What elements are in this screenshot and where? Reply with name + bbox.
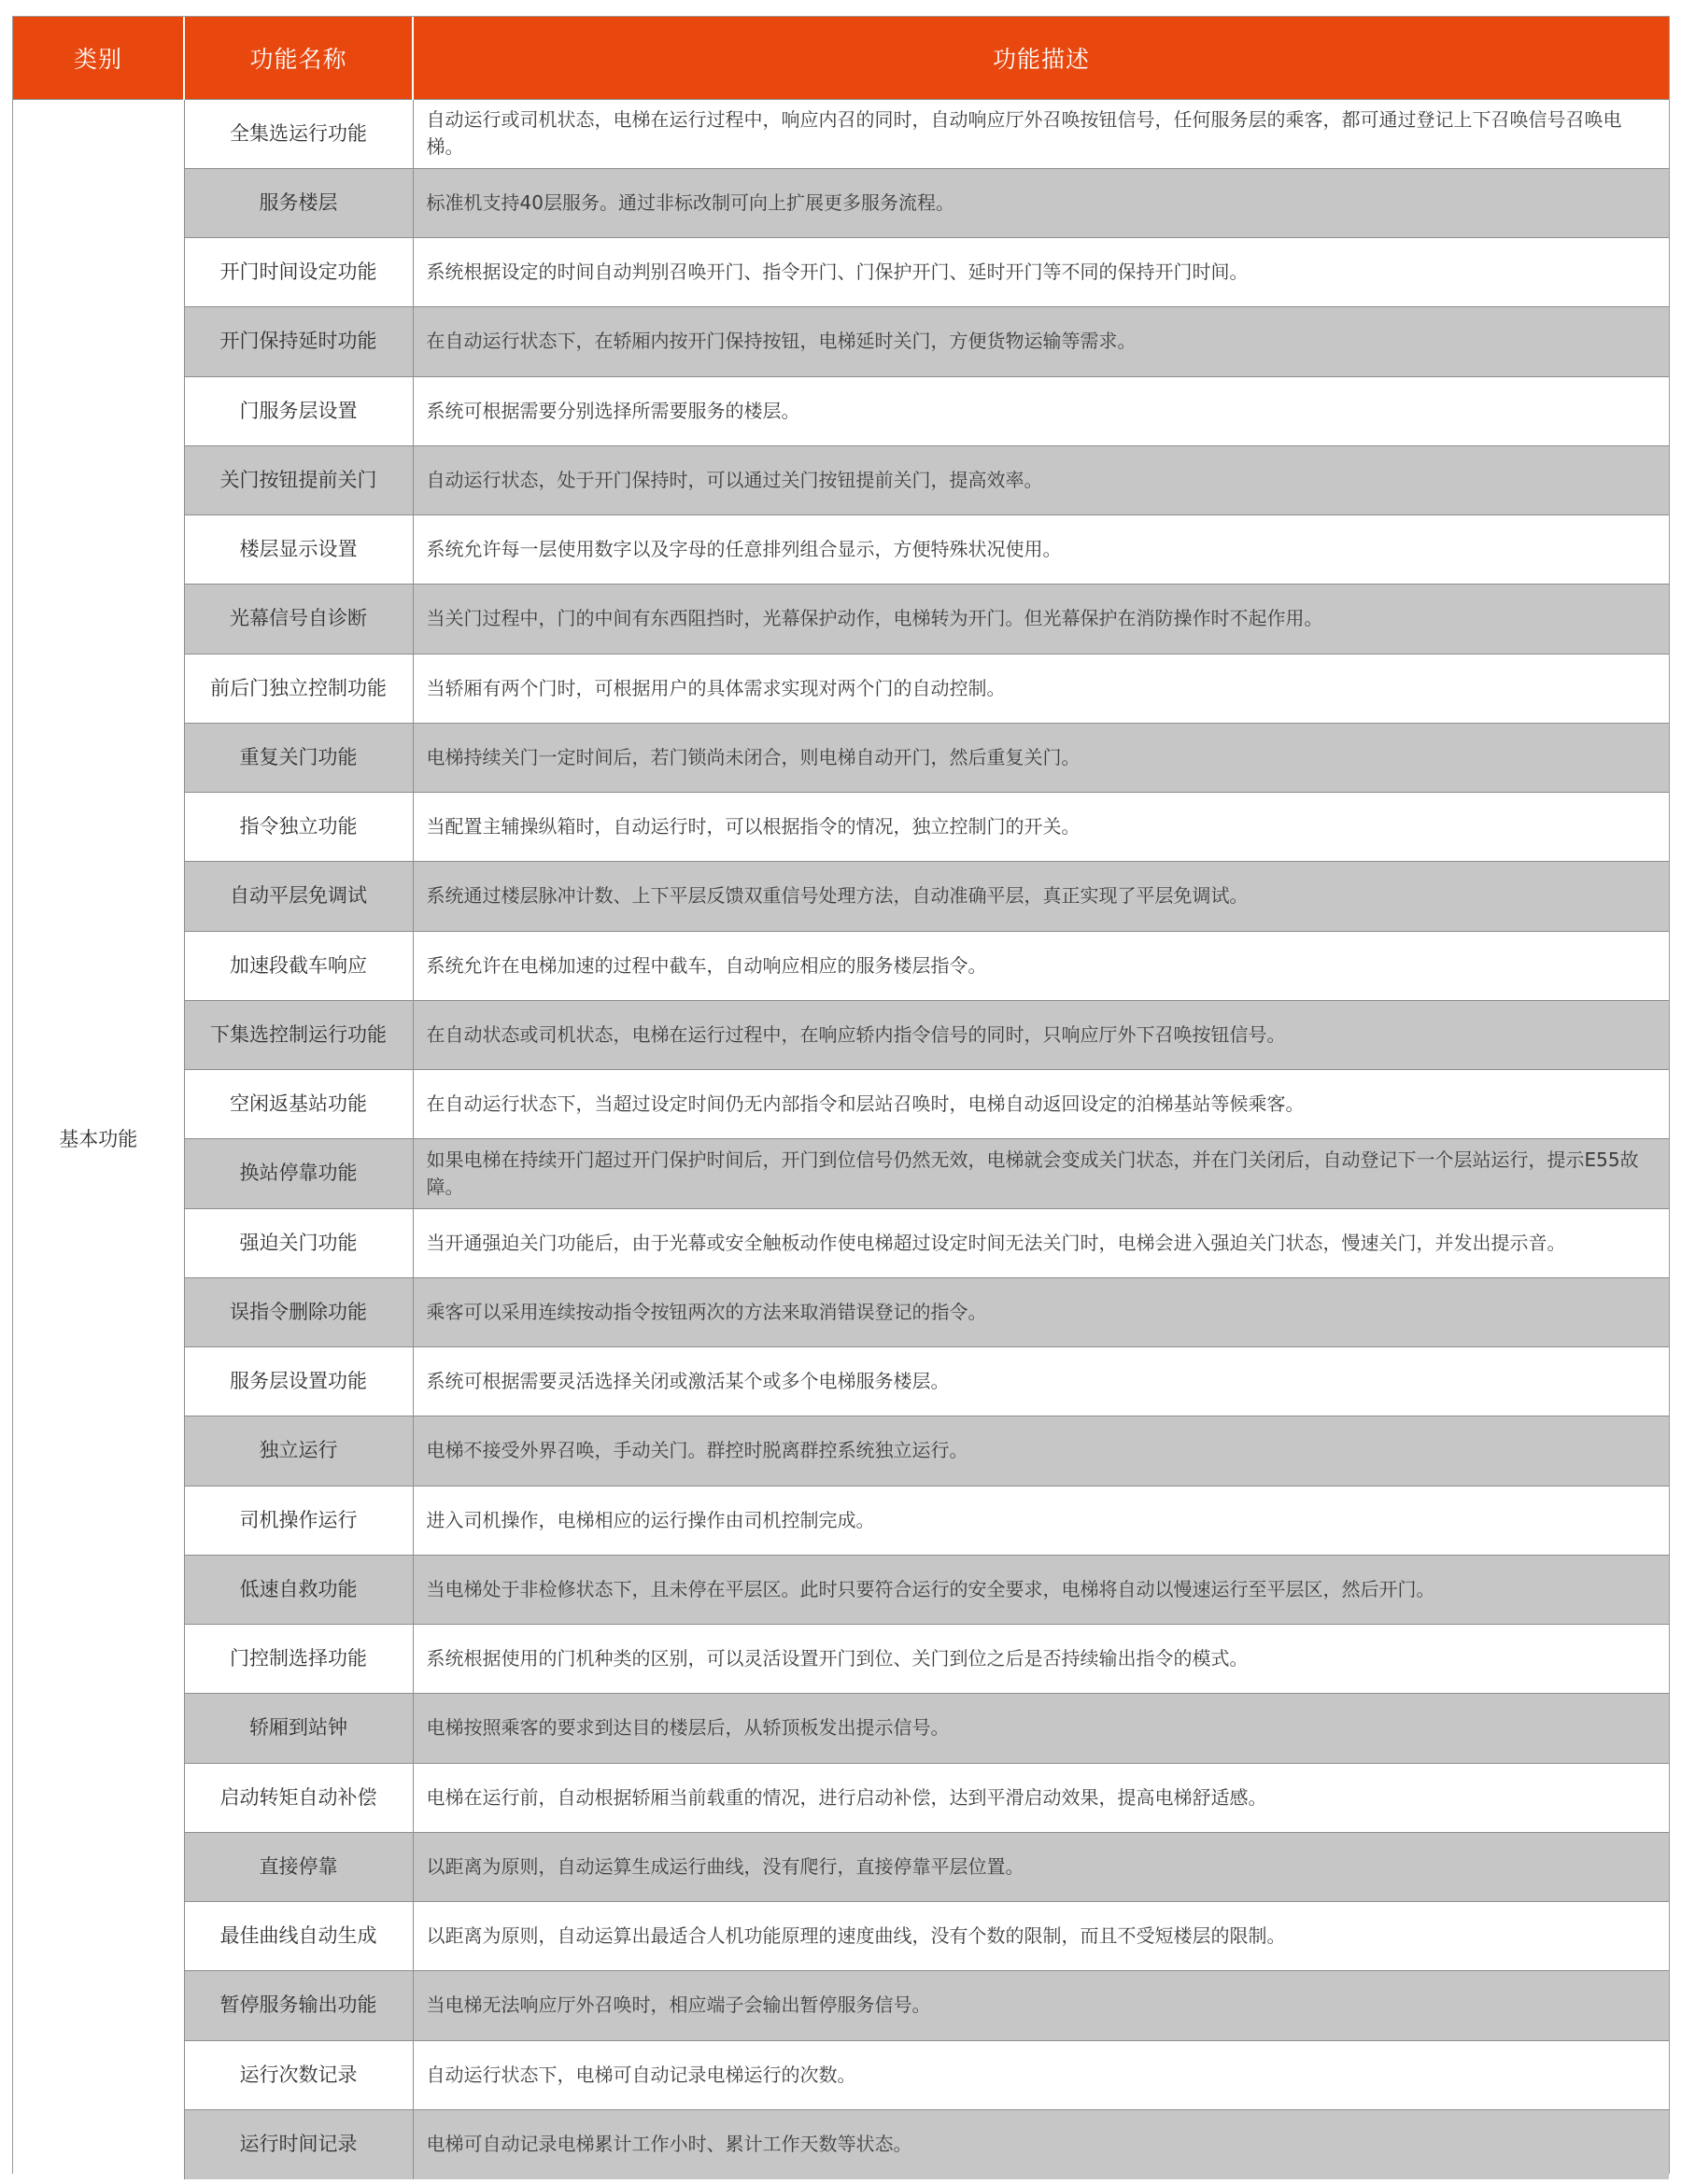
table-row (13, 2040, 1669, 2109)
function-name-cell: 运行时间记录 (184, 2109, 413, 2178)
table-body (13, 99, 1669, 2179)
function-description-cell: 电梯可自动记录电梯累计工作小时、累计工作天数等状态。 (413, 2109, 1669, 2178)
table-row (13, 1832, 1669, 1901)
function-name-cell: 司机操作运行 (184, 1486, 413, 1555)
function-description-cell: 在自动运行状态下，当超过设定时间仍无内部指令和层站召唤时，电梯自动返回设定的泊梯基站等候乘客。 (413, 1070, 1669, 1139)
function-description-cell: 在自动运行状态下，在轿厢内按开门保持按钮，电梯延时关门，方便货物运输等需求。 (413, 307, 1669, 376)
function-description-cell: 乘客可以采用连续按动指令按钮两次的方法来取消错误登记的指令。 (413, 1277, 1669, 1346)
function-description-cell: 当电梯无法响应厅外召唤时，相应端子会输出暂停服务信号。 (413, 1971, 1669, 2040)
header-category: 类别 (13, 17, 184, 99)
function-name-cell: 低速自救功能 (184, 1555, 413, 1624)
function-name-cell: 换站停靠功能 (184, 1139, 413, 1208)
table-row (13, 1000, 1669, 1069)
table-row (13, 1208, 1669, 1277)
table-row (13, 376, 1669, 445)
table-row (13, 99, 1669, 168)
function-description-cell: 自动运行状态，处于开门保持时，可以通过关门按钮提前关门，提高效率。 (413, 445, 1669, 514)
category-cell: 基本功能 (13, 99, 184, 2179)
function-name-cell: 全集选运行功能 (184, 99, 413, 168)
function-description-cell: 自动运行状态下，电梯可自动记录电梯运行的次数。 (413, 2040, 1669, 2109)
function-name-cell: 开门时间设定功能 (184, 238, 413, 307)
table-row (13, 654, 1669, 723)
table-row (13, 1347, 1669, 1416)
function-name-cell: 启动转矩自动补偿 (184, 1763, 413, 1832)
function-description-cell: 如果电梯在持续开门超过开门保护时间后，开门到位信号仍然无效，电梯就会变成关门状态，并在门关闭后，自动登记下一个层站运行，提示E55故障。 (413, 1139, 1669, 1208)
function-description-cell: 系统允许每一层使用数字以及字母的任意排列组合显示，方便特殊状况使用。 (413, 515, 1669, 585)
function-description-cell: 电梯不接受外界召唤，手动关门。群控时脱离群控系统独立运行。 (413, 1416, 1669, 1486)
function-description-cell: 系统通过楼层脉冲计数、上下平层反馈双重信号处理方法，自动准确平层，真正实现了平层免调试。 (413, 862, 1669, 931)
function-description-cell: 当轿厢有两个门时，可根据用户的具体需求实现对两个门的自动控制。 (413, 654, 1669, 723)
table-row (13, 723, 1669, 792)
function-name-cell: 门服务层设置 (184, 376, 413, 445)
function-name-cell: 轿厢到站钟 (184, 1694, 413, 1763)
function-name-cell: 门控制选择功能 (184, 1625, 413, 1694)
function-description-cell: 当开通强迫关门功能后，由于光幕或安全触板动作使电梯超过设定时间无法关门时，电梯会进入强迫关门状态，慢速关门，并发出提示音。 (413, 1208, 1669, 1277)
function-name-cell: 自动平层免调试 (184, 862, 413, 931)
feature-table (13, 17, 1669, 2179)
function-description-cell: 系统可根据需要灵活选择关闭或激活某个或多个电梯服务楼层。 (413, 1347, 1669, 1416)
table-row (13, 1971, 1669, 2040)
table-row (13, 2109, 1669, 2178)
function-description-cell: 系统允许在电梯加速的过程中截车，自动响应相应的服务楼层指令。 (413, 931, 1669, 1000)
function-name-cell: 暂停服务输出功能 (184, 1971, 413, 2040)
function-description-cell: 电梯持续关门一定时间后，若门锁尚未闭合，则电梯自动开门，然后重复关门。 (413, 723, 1669, 792)
table-row (13, 307, 1669, 376)
function-name-cell: 关门按钮提前关门 (184, 445, 413, 514)
table-row (13, 445, 1669, 514)
function-name-cell: 开门保持延时功能 (184, 307, 413, 376)
table-row (13, 931, 1669, 1000)
function-name-cell: 重复关门功能 (184, 723, 413, 792)
table-row (13, 1070, 1669, 1139)
function-name-cell: 独立运行 (184, 1416, 413, 1486)
table-row (13, 168, 1669, 237)
function-description-cell: 电梯在运行前，自动根据轿厢当前载重的情况，进行启动补偿，达到平滑启动效果，提高电梯舒适感。 (413, 1763, 1669, 1832)
function-name-cell: 强迫关门功能 (184, 1208, 413, 1277)
function-name-cell: 指令独立功能 (184, 793, 413, 862)
function-name-cell: 楼层显示设置 (184, 515, 413, 585)
function-description-cell: 系统根据设定的时间自动判别召唤开门、指令开门、门保护开门、延时开门等不同的保持开门时间。 (413, 238, 1669, 307)
function-description-cell: 进入司机操作，电梯相应的运行操作由司机控制完成。 (413, 1486, 1669, 1555)
function-name-cell: 最佳曲线自动生成 (184, 1902, 413, 1971)
function-name-cell: 下集选控制运行功能 (184, 1000, 413, 1069)
table-row (13, 1625, 1669, 1694)
function-description-cell: 自动运行或司机状态，电梯在运行过程中，响应内召的同时，自动响应厅外召唤按钮信号，任何服务层的乘客，都可通过登记上下召唤信号召唤电梯。 (413, 99, 1669, 168)
function-description-cell: 系统可根据需要分别选择所需要服务的楼层。 (413, 376, 1669, 445)
function-description-cell: 以距离为原则，自动运算出最适合人机功能原理的速度曲线，没有个数的限制，而且不受短楼层的限制。 (413, 1902, 1669, 1971)
table-row (13, 862, 1669, 931)
table-header-row (13, 17, 1669, 99)
table-row (13, 1902, 1669, 1971)
function-description-cell: 当关门过程中，门的中间有东西阻挡时，光幕保护动作，电梯转为开门。但光幕保护在消防操作时不起作用。 (413, 585, 1669, 654)
table-row (13, 793, 1669, 862)
table-row (13, 238, 1669, 307)
table-row (13, 1486, 1669, 1555)
function-name-cell: 光幕信号自诊断 (184, 585, 413, 654)
function-description-cell: 系统根据使用的门机种类的区别，可以灵活设置开门到位、关门到位之后是否持续输出指令的模式。 (413, 1625, 1669, 1694)
function-name-cell: 加速段截车响应 (184, 931, 413, 1000)
function-name-cell: 直接停靠 (184, 1832, 413, 1901)
function-name-cell: 运行次数记录 (184, 2040, 413, 2109)
function-description-cell: 电梯按照乘客的要求到达目的楼层后，从轿顶板发出提示信号。 (413, 1694, 1669, 1763)
table-row (13, 1555, 1669, 1624)
table-row (13, 1277, 1669, 1346)
function-name-cell: 服务楼层 (184, 168, 413, 237)
table-row (13, 1416, 1669, 1486)
table-row (13, 1763, 1669, 1832)
table-row (13, 585, 1669, 654)
function-description-cell: 在自动状态或司机状态，电梯在运行过程中，在响应轿内指令信号的同时，只响应厅外下召唤按钮信号。 (413, 1000, 1669, 1069)
header-function-description: 功能描述 (413, 17, 1669, 99)
function-name-cell: 服务层设置功能 (184, 1347, 413, 1416)
table-row (13, 1139, 1669, 1208)
table-row (13, 1694, 1669, 1763)
function-description-cell: 标准机支持40层服务。通过非标改制可向上扩展更多服务流程。 (413, 168, 1669, 237)
function-name-cell: 空闲返基站功能 (184, 1070, 413, 1139)
function-name-cell: 误指令删除功能 (184, 1277, 413, 1346)
function-description-cell: 当电梯处于非检修状态下，且未停在平层区。此时只要符合运行的安全要求，电梯将自动以慢速运行至平层区，然后开门。 (413, 1555, 1669, 1624)
table-row (13, 515, 1669, 585)
feature-table-container (12, 16, 1670, 2174)
function-description-cell: 以距离为原则，自动运算生成运行曲线，没有爬行，直接停靠平层位置。 (413, 1832, 1669, 1901)
function-name-cell: 前后门独立控制功能 (184, 654, 413, 723)
function-description-cell: 当配置主辅操纵箱时，自动运行时，可以根据指令的情况，独立控制门的开关。 (413, 793, 1669, 862)
header-function-name: 功能名称 (184, 17, 413, 99)
